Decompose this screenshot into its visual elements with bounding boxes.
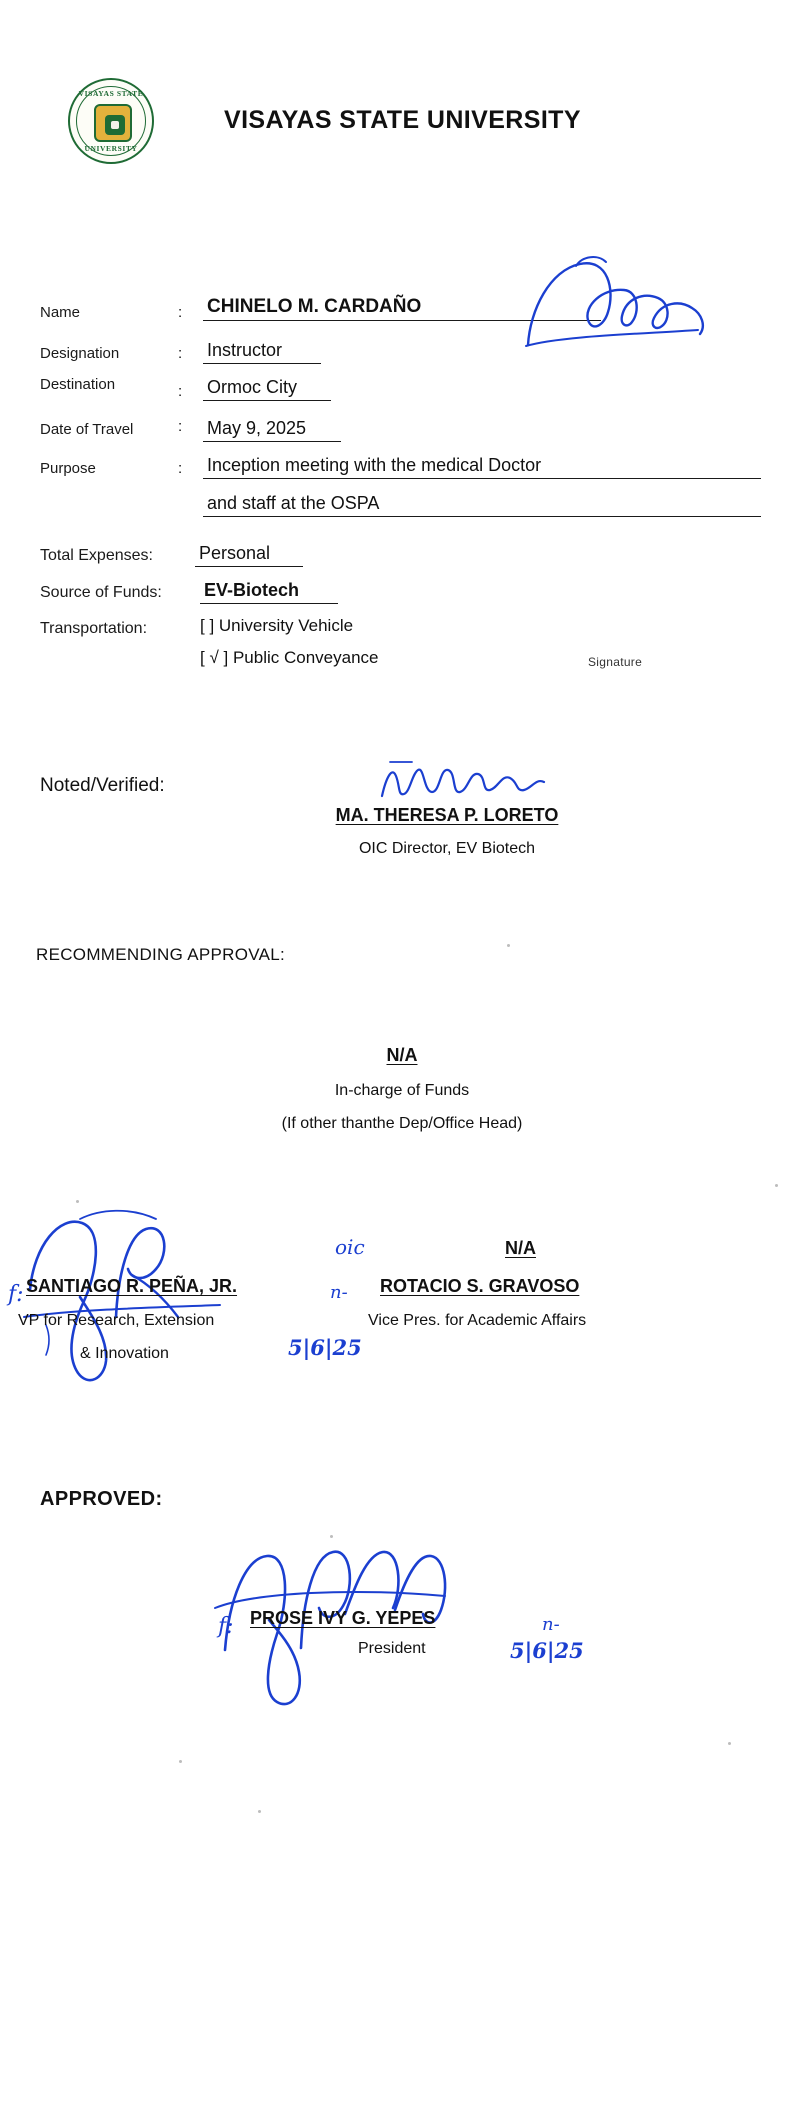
incharge-na: N/A — [386, 1045, 418, 1065]
field-purpose-colon: : — [178, 460, 183, 477]
field-total-expenses-label: Total Expenses: — [40, 547, 153, 564]
signatory-left-name: SANTIAGO R. PEÑA, JR. — [26, 1276, 238, 1296]
field-destination-label: Destination — [40, 376, 116, 393]
scan-speck — [330, 1535, 333, 1538]
pena-suffix: n- — [330, 1282, 348, 1303]
university-seal-icon — [68, 78, 154, 164]
seal-bottom-text: UNIVERSITY — [84, 144, 138, 153]
gravoso-na: N/A — [505, 1238, 536, 1258]
seal-emblem-core — [111, 121, 119, 129]
seal-top-text: VISAYAS STATE — [78, 89, 144, 98]
approved-name: PROSE IVY G. YEPES — [250, 1608, 436, 1628]
signatory-left-title-1: VP for Research, Extension — [18, 1312, 215, 1329]
signatory-left-title-2: & Innovation — [80, 1345, 169, 1362]
seal-emblem-inner — [105, 115, 125, 135]
scan-speck — [728, 1742, 731, 1745]
document-header — [0, 78, 804, 168]
field-transportation-label: Transportation: — [40, 620, 148, 637]
field-total-expenses-value: Personal — [195, 543, 303, 567]
field-date-label: Date of Travel — [40, 421, 134, 438]
recommending-approval-label: RECOMMENDING APPROVAL: — [36, 945, 286, 964]
field-date-row — [40, 418, 764, 444]
field-transportation-row — [40, 616, 764, 676]
scan-speck — [76, 1200, 79, 1203]
signatory-right-title-1: Vice Pres. for Academic Affairs — [368, 1312, 587, 1329]
field-designation-label: Designation — [40, 345, 120, 362]
field-name-label: Name — [40, 304, 81, 321]
field-destination-colon: : — [178, 383, 183, 400]
signature-label: Signature — [588, 655, 643, 669]
loreto-signature-ink — [378, 748, 558, 806]
incharge-funds-line2: (If other thanthe Dep/Office Head) — [281, 1115, 523, 1132]
transport-option-public-conveyance[interactable]: [ √ ] Public Conveyance — [200, 648, 379, 667]
scan-speck — [258, 1810, 261, 1813]
scan-speck — [179, 1760, 182, 1763]
field-name-value: CHINELO M. CARDAÑO — [203, 296, 601, 321]
pena-date-stamp: 5|6|25 — [288, 1335, 362, 1360]
field-designation-row — [40, 342, 764, 368]
field-purpose-value: Inception meeting with the medical Doctor — [203, 455, 761, 479]
incharge-funds-line1: In-charge of Funds — [334, 1082, 470, 1099]
scan-speck — [775, 1184, 778, 1187]
approved-label: APPROVED: — [40, 1488, 163, 1510]
field-designation-value: Instructor — [203, 340, 321, 364]
approved-title: President — [358, 1640, 426, 1657]
pena-prefix: f: — [8, 1282, 24, 1307]
noted-name: MA. THERESA P. LORETO — [335, 805, 559, 825]
field-destination-value: Ormoc City — [203, 377, 331, 401]
field-name-row — [40, 296, 764, 326]
field-purpose-value-2: and staff at the OSPA — [203, 493, 761, 517]
noted-title: OIC Director, EV Biotech — [358, 840, 536, 857]
transport-option-university-vehicle[interactable]: [ ] University Vehicle — [200, 616, 354, 635]
page-title: VISAYAS STATE UNIVERSITY — [224, 106, 581, 134]
field-purpose-row — [40, 455, 764, 481]
scan-speck — [507, 944, 510, 947]
field-name-colon: : — [178, 304, 183, 321]
field-total-expenses-row — [40, 543, 764, 569]
field-destination-row — [40, 375, 764, 401]
field-date-colon: : — [178, 418, 183, 435]
field-source-funds-row — [40, 580, 764, 606]
field-designation-colon: : — [178, 345, 183, 362]
field-purpose-row-2 — [40, 493, 764, 519]
noted-verified-label: Noted/Verified: — [40, 775, 165, 796]
signatory-right-name: ROTACIO S. GRAVOSO — [380, 1276, 580, 1296]
field-purpose-label: Purpose — [40, 460, 96, 477]
oic-annotation: oic — [335, 1235, 365, 1259]
yepes-date-stamp: 5|6|25 — [510, 1638, 584, 1663]
pena-signature-ink — [20, 1205, 310, 1395]
seal-emblem — [94, 104, 132, 142]
field-date-value: May 9, 2025 — [203, 418, 341, 442]
yepes-prefix: f: — [218, 1614, 234, 1639]
field-source-funds-label: Source of Funds: — [40, 584, 162, 601]
field-source-funds-value: EV-Biotech — [200, 580, 338, 604]
yepes-suffix: n- — [542, 1614, 560, 1635]
